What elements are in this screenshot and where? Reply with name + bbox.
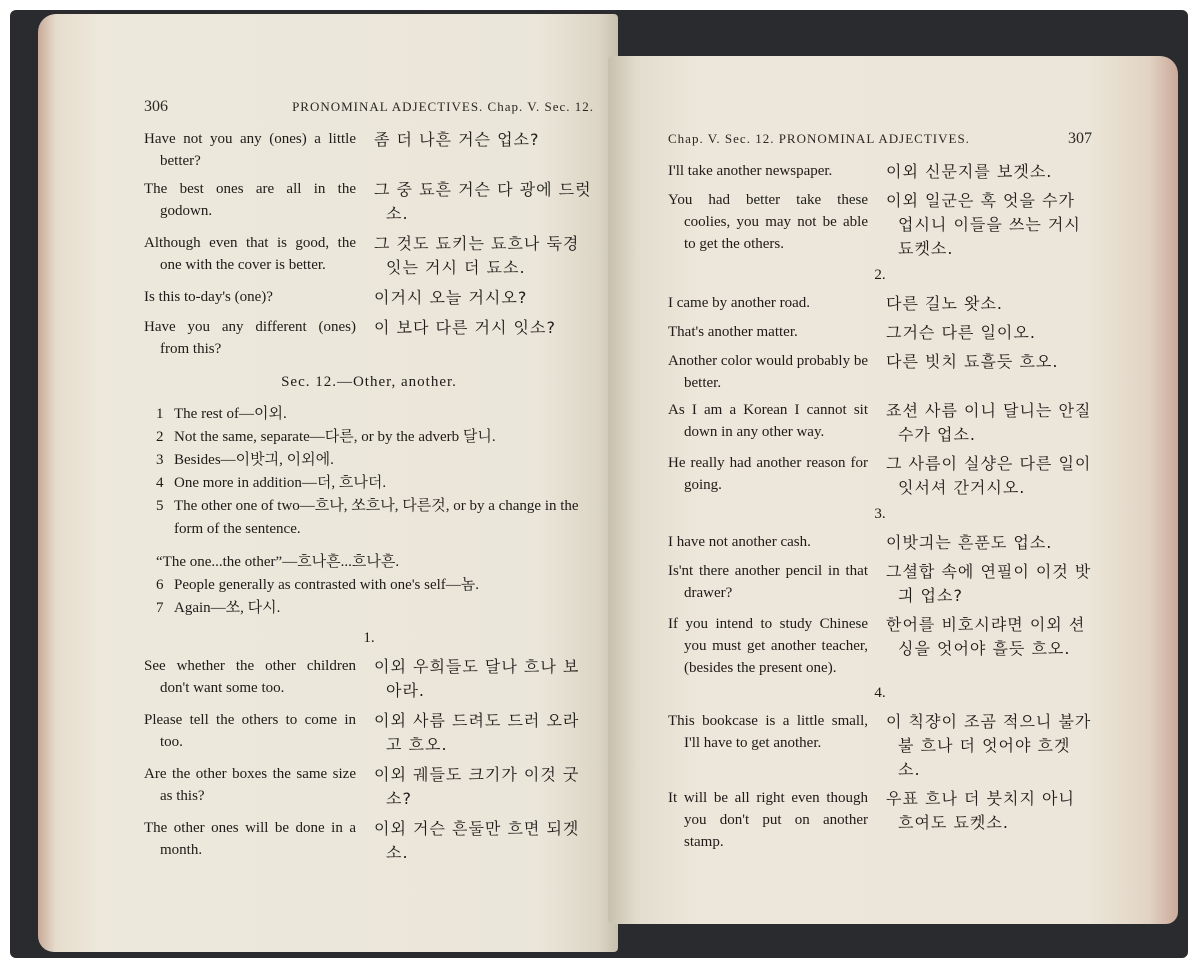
item-number: 5 bbox=[156, 498, 164, 514]
english-sentence: The other ones will be done in a month. bbox=[144, 820, 356, 858]
definition-item bbox=[156, 472, 594, 495]
definition-list bbox=[144, 403, 594, 541]
english-sentence: See whether the other children don't want some too. bbox=[144, 658, 356, 696]
korean-sentence: 죠션 사름 이니 달니는 안질 수가 업소. bbox=[886, 401, 1092, 444]
korean-sentence: 그 사름이 실샹은 다른 일이 잇서셔 간거시오. bbox=[886, 454, 1092, 497]
example-pair bbox=[668, 710, 1092, 782]
example-pair bbox=[668, 787, 1092, 853]
example-pair bbox=[668, 399, 1092, 447]
korean-sentence: 이밧긔는 흔푼도 업소. bbox=[886, 533, 1053, 552]
english-sentence: Are the other boxes the same size as this? bbox=[144, 766, 356, 804]
korean-sentence: 이 보다 다른 거시 잇소? bbox=[374, 318, 556, 337]
definition-item bbox=[156, 597, 594, 620]
example-pair bbox=[668, 531, 1092, 555]
english-sentence: As I am a Korean I cannot sit down in any other way. bbox=[668, 402, 868, 440]
korean-sentence: 이외 신문지를 보겟소. bbox=[886, 162, 1053, 181]
subsection-number: 1. bbox=[363, 630, 375, 646]
example-list-a bbox=[668, 160, 1092, 261]
example-list-b bbox=[668, 292, 1092, 500]
example-pair bbox=[144, 763, 594, 811]
right-page bbox=[608, 56, 1178, 924]
example-pair bbox=[668, 189, 1092, 261]
korean-sentence: 그거슨 다른 일이오. bbox=[886, 323, 1036, 342]
item-number: 6 bbox=[156, 577, 164, 593]
korean-sentence: 이외 궤들도 크기가 이것 굿소? bbox=[374, 765, 580, 808]
left-page-header bbox=[144, 98, 594, 116]
example-pair bbox=[668, 350, 1092, 394]
page-number: 306 bbox=[144, 98, 168, 115]
example-pair bbox=[668, 321, 1092, 345]
running-head: PRONOMINAL ADJECTIVES. Chap. V. Sec. 12. bbox=[292, 99, 594, 114]
item-number: 2 bbox=[156, 429, 164, 445]
item-text: The other one of two—흐나, 쏘흐나, 다른것, or by a change in the form of the sentence. bbox=[174, 498, 579, 537]
item-text: Again—쏘, 다시. bbox=[174, 600, 281, 616]
right-page-header bbox=[668, 130, 1092, 148]
section-title: Sec. 12.—Other, another. bbox=[281, 374, 457, 390]
korean-sentence: 다른 빗치 됴흘듯 흐오. bbox=[886, 352, 1059, 371]
definition-item bbox=[156, 403, 594, 426]
english-sentence: That's another matter. bbox=[668, 324, 798, 340]
english-sentence: Please tell the others to come in too. bbox=[144, 712, 356, 750]
definition-list-continued bbox=[144, 574, 594, 620]
example-pair bbox=[144, 178, 594, 226]
english-sentence: It will be all right even though you don't put on another stamp. bbox=[668, 790, 868, 850]
item-text: People generally as contrasted with one's self—놈. bbox=[174, 577, 480, 593]
english-sentence: I came by another road. bbox=[668, 295, 811, 311]
running-head: Chap. V. Sec. 12. PRONOMINAL ADJECTIVES. bbox=[668, 131, 970, 146]
example-pair bbox=[144, 286, 594, 310]
item-number: 3 bbox=[156, 452, 164, 468]
definition-item bbox=[156, 495, 594, 541]
example-pair bbox=[668, 452, 1092, 500]
korean-sentence: 다른 길노 왓소. bbox=[886, 294, 1003, 313]
example-list-d bbox=[668, 710, 1092, 853]
item-text: The rest of—이외. bbox=[174, 406, 287, 422]
example-pair bbox=[144, 316, 594, 360]
definition-item bbox=[156, 574, 594, 597]
item-number: 1 bbox=[156, 406, 164, 422]
english-sentence: Have not you any (ones) a little better? bbox=[144, 131, 356, 169]
english-sentence: This bookcase is a little small, I'll have to get another. bbox=[668, 713, 868, 751]
example-list-c bbox=[668, 531, 1092, 679]
english-sentence: You had better take these coolies, you may not be able to get the others. bbox=[668, 192, 868, 252]
korean-sentence: 이외 사름 드려도 드러 오라고 흐오. bbox=[374, 711, 580, 754]
example-pair bbox=[144, 655, 594, 703]
korean-sentence: 이외 거슨 흔둘만 흐면 되겟소. bbox=[374, 819, 580, 862]
english-sentence: Although even that is good, the one with the cover is better. bbox=[144, 235, 356, 273]
item-text: Not the same, separate—다른, or by the adverb 달니. bbox=[174, 429, 496, 445]
korean-sentence: 그셜합 속에 연필이 이것 밧긔 업소? bbox=[886, 562, 1092, 605]
left-page bbox=[38, 14, 618, 952]
definition-item bbox=[156, 426, 594, 449]
english-sentence: The best ones are all in the godown. bbox=[144, 181, 356, 219]
korean-sentence: 그 것도 됴키는 됴흐나 둑경 잇는 거시 더 됴소. bbox=[374, 234, 580, 277]
example-pair bbox=[668, 613, 1092, 679]
item-number: 7 bbox=[156, 600, 164, 616]
example-pair bbox=[144, 128, 594, 172]
usage-note: “The one...the other”—흐나흔...흐나흔. bbox=[156, 554, 400, 570]
english-sentence: Is'nt there another pencil in that drawer? bbox=[668, 563, 868, 601]
korean-sentence: 그 중 됴흔 거슨 다 광에 드럿소. bbox=[374, 180, 592, 223]
english-sentence: I'll take another newspaper. bbox=[668, 163, 833, 179]
example-pair bbox=[144, 817, 594, 865]
english-sentence: Have you any different (ones) from this? bbox=[144, 319, 356, 357]
subsection-number: 3. bbox=[874, 506, 886, 522]
english-sentence: I have not another cash. bbox=[668, 534, 811, 550]
item-text: One more in addition—더, 흐나더. bbox=[174, 475, 387, 491]
subsection-number: 2. bbox=[874, 267, 886, 283]
page-number: 307 bbox=[1068, 130, 1092, 147]
english-sentence: If you intend to study Chinese you must get another teacher, (besides the present one). bbox=[668, 616, 868, 676]
example-pair bbox=[668, 292, 1092, 316]
korean-sentence: 이외 우희들도 달나 흐나 보아라. bbox=[374, 657, 580, 700]
example-list-top bbox=[144, 128, 594, 360]
item-text: Besides—이밧긔, 이외에. bbox=[174, 452, 334, 468]
item-number: 4 bbox=[156, 475, 164, 491]
example-pair bbox=[668, 560, 1092, 608]
example-list-bottom bbox=[144, 655, 594, 865]
korean-sentence: 이 칙쟝이 조곰 적으니 불가불 흐나 더 엇어야 흐겟소. bbox=[886, 712, 1092, 779]
english-sentence: Is this to-day's (one)? bbox=[144, 289, 273, 305]
example-pair bbox=[144, 709, 594, 757]
korean-sentence: 이거시 오늘 거시오? bbox=[374, 288, 528, 307]
korean-sentence: 좀 더 나흔 거슨 업소? bbox=[374, 130, 540, 149]
korean-sentence: 이외 일군은 혹 엇을 수가 업시니 이들을 쓰는 거시 됴켓소. bbox=[886, 191, 1081, 258]
korean-sentence: 한어를 비호시랴면 이외 션싱을 엇어야 흘듯 흐오. bbox=[886, 615, 1086, 658]
english-sentence: Another color would probably be better. bbox=[668, 353, 868, 391]
example-pair bbox=[668, 160, 1092, 184]
english-sentence: He really had another reason for going. bbox=[668, 455, 868, 493]
definition-item bbox=[156, 449, 594, 472]
example-pair bbox=[144, 232, 594, 280]
korean-sentence: 우표 흐나 더 붓치지 아니 흐여도 됴켓소. bbox=[886, 789, 1075, 832]
subsection-number: 4. bbox=[874, 685, 886, 701]
open-book bbox=[10, 10, 1188, 958]
